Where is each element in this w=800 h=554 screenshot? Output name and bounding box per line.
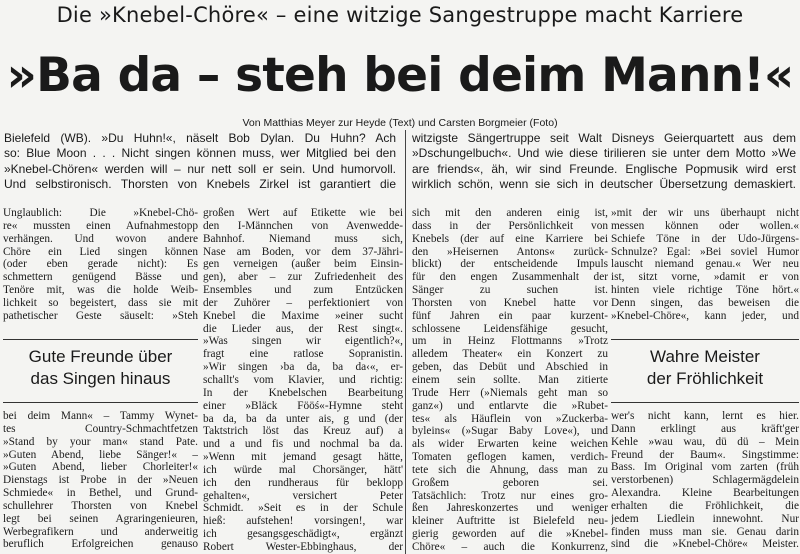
text-line: hieß: aufstehen! vorsingen!, war bbox=[203, 515, 403, 528]
column-1-bottom bbox=[3, 410, 198, 551]
text-line: re« mussten einen Aufnahmestopp bbox=[3, 219, 198, 232]
text-line: Werbegrafikern und anderweitig bbox=[3, 525, 198, 538]
text-line: sich mit den anderen einig ist, bbox=[412, 207, 608, 219]
text-line: schullehrer Thorsten von Knebel bbox=[3, 499, 198, 512]
text-line: blickt) der entscheidende Impuls bbox=[412, 258, 608, 271]
text-line: Trude Herr (»Niemals geht man so bbox=[412, 386, 608, 399]
text-line: schallt's vom Klavier, und richtig: bbox=[203, 373, 403, 386]
subhead-line: Gute Freunde über bbox=[28, 347, 173, 366]
text-line: kleiner Auftritte ist Bielefeld neu- bbox=[412, 515, 608, 528]
text-line: In der Knebelschen Bearbeitung bbox=[203, 386, 403, 399]
text-line: verstorbenen) Schlagermägdelein bbox=[611, 474, 799, 487]
lead-right bbox=[412, 131, 796, 192]
lead-line: »Dschungelbuch«. Und wie diese tirilieren sie unter dem Motto »We bbox=[412, 146, 796, 161]
column-1-top bbox=[3, 207, 198, 323]
text-line: und a und fis und nochmal ba da. bbox=[203, 438, 403, 451]
text-line: beruflich Erfolgreichen genauso bbox=[3, 538, 198, 551]
column-4-top bbox=[611, 207, 799, 323]
text-line: Robert Wester-Ebbinghaus, der bbox=[203, 540, 403, 553]
text-line: Chöre« – auch die Konkurrenz, bbox=[412, 540, 608, 553]
column-divider bbox=[405, 130, 406, 554]
text-line: »Wenn mit jemand gesagt hätte, bbox=[203, 451, 403, 464]
text-line: bei deim Mann« – Tammy Wynet- bbox=[3, 410, 198, 422]
text-line: sind die »Knebel-Chöre« Meister. bbox=[611, 538, 799, 551]
text-line: fragt eine ratlose Sopranistin. bbox=[203, 348, 403, 361]
text-line: erhalten die Fröhlichkeit, die bbox=[611, 499, 799, 512]
text-line: messen können oder wollen.« bbox=[611, 219, 799, 232]
text-line: ich würde mal Chorsänger, hätt' bbox=[203, 463, 403, 476]
text-line: gen), aber – zur Zufriedenheit des bbox=[203, 271, 403, 284]
text-line: hinten viele richtige Töne hört.« bbox=[611, 284, 799, 297]
text-line: tes« als Häuflein von »Zuckerba- bbox=[412, 412, 608, 425]
lead-line: wirklich schön, wenn sie sich in deutscher Übersetzung demaskiert. bbox=[412, 176, 796, 191]
text-line: »Guten Abend, liebe Sänger!« – bbox=[3, 448, 198, 461]
text-line: wer's nicht kann, lernt es hier. bbox=[611, 410, 799, 422]
text-line: Tenöre mit, was die holde Weib- bbox=[3, 284, 198, 297]
text-line: Denn singen, das beweisen die bbox=[611, 296, 799, 309]
text-line: lauscht niemand genau.« Wer neu bbox=[611, 258, 799, 271]
text-line: Dienstags ist Probe in der »Neuen bbox=[3, 474, 198, 487]
text-line: ba da, ba da unter ais, g und (der bbox=[203, 412, 403, 425]
column-2 bbox=[203, 207, 403, 554]
text-line: ist, sitzt vorne, »damit er von bbox=[611, 271, 799, 284]
text-line: Schiefe Töne in der Udo-Jürgens- bbox=[611, 232, 799, 245]
headline: »Ba da – steh bei deim Mann!« bbox=[6, 48, 794, 103]
text-line: »Guten Abend, lieber Chorleiter!« bbox=[3, 461, 198, 474]
lead-line: »Knebel-Chören« werden will – nur nett soll er sein. Und humorvoll. bbox=[4, 161, 396, 176]
text-line: finden muss man sie. Genau darin bbox=[611, 525, 799, 538]
text-line: lichkeit so begeistert, dass sie mit bbox=[3, 296, 198, 309]
text-line: gehalten«, versichert Peter bbox=[203, 489, 403, 502]
text-line: Alexandra. Kleine Bearbeitungen bbox=[611, 487, 799, 500]
text-line: Ensembles und zum Entzücken bbox=[203, 284, 403, 297]
subhead-left bbox=[3, 339, 198, 403]
text-line: Kehle »wau wau, dü dü – Mein bbox=[611, 435, 799, 448]
text-line: Bass. Im Original vom zarten (früh bbox=[611, 461, 799, 474]
subhead-line: das Singen hinaus bbox=[30, 369, 171, 388]
text-line: geben, das Debüt und Abschied in bbox=[412, 361, 608, 374]
text-line: Chöre ein Lied singen können bbox=[3, 245, 198, 258]
text-line: einem sein sollte. Man zitierte bbox=[412, 373, 608, 386]
text-line: »Stand by your man« stand Pate. bbox=[3, 435, 198, 448]
text-line: schlossene Leidensfähige gesucht, bbox=[412, 322, 608, 335]
text-line: großen Wert auf Etikette wie bei bbox=[203, 207, 403, 219]
byline: Von Matthias Meyer zur Heyde (Text) und Carsten Borgmeier (Foto) bbox=[242, 117, 558, 129]
text-line: einer »Bläck Fööś«-Hymne steht bbox=[203, 399, 403, 412]
text-line: jedem Liedlein innewohnt. Nur bbox=[611, 512, 799, 525]
lead-line: Und selbstironisch. Thorsten von Knebels Zirkel ist garantiert die bbox=[4, 176, 396, 191]
text-line: schmettern genügend Bässe und bbox=[3, 271, 198, 284]
text-line: »Was singen wir eigentlich?«, bbox=[203, 335, 403, 348]
text-line: ich gesangsgeschädigt«, ergänzt bbox=[203, 528, 403, 541]
text-line: Bahnhof. Niemand muss sich, bbox=[203, 232, 403, 245]
text-line: tes Country-Schmachtfetzen bbox=[3, 422, 198, 435]
text-line: gierig geworden auf die »Knebel- bbox=[412, 528, 608, 541]
text-line: tete sich die Ahnung, dass man zu bbox=[412, 463, 608, 476]
text-line: Großem geboren sei. bbox=[412, 476, 608, 489]
text-line: den I-Männchen von Avenwedde- bbox=[203, 219, 403, 232]
lead-line: witzigste Sängertruppe seit Walt Disneys Geierquartett aus dem bbox=[412, 131, 796, 145]
column-3 bbox=[412, 207, 608, 554]
text-line: »Wir singen ›ba da, ba da‹«, er- bbox=[203, 361, 403, 374]
text-line: den »Heisernen Antons« zurück- bbox=[412, 245, 608, 258]
subhead-right bbox=[611, 339, 799, 403]
text-line: Tatsächlich: Trotz nur eines gro- bbox=[412, 489, 608, 502]
text-line: Unglaublich: Die »Knebel-Chö- bbox=[3, 207, 198, 219]
text-line: »Knebel-Chöre«, kann jeder, und bbox=[611, 309, 799, 322]
text-line: legt bei seinen Agraringenieuren, bbox=[3, 512, 198, 525]
text-line: Tomaten geflogen kamen, verdich- bbox=[412, 451, 608, 464]
text-line: pathetischer Geste säuselt: »Steh bbox=[3, 309, 198, 322]
text-line: Schmidt. »Seit es in der Schule bbox=[203, 502, 403, 515]
text-line: ich den rundheraus für beklopp bbox=[203, 476, 403, 489]
text-line: für den engen Zusammenhalt der bbox=[412, 271, 608, 284]
text-line: Knebel die Maxime »einer sucht bbox=[203, 309, 403, 322]
text-line: ganz«) und entlarvte die »Rubet- bbox=[412, 399, 608, 412]
text-line: Freund der Baum«. Singstimme: bbox=[611, 448, 799, 461]
column-4-bottom bbox=[611, 410, 799, 551]
text-line: Dann erklingt aus kräft'ger bbox=[611, 422, 799, 435]
lead-line: so: Blue Moon . . . Nicht singen können muss, wer Mitglied bei den bbox=[4, 146, 396, 161]
text-line: dass in der Persönlichkeit von bbox=[412, 219, 608, 232]
text-line: (oder eben gerade nicht): Es bbox=[3, 258, 198, 271]
text-line: »mit der wir uns überhaupt nicht bbox=[611, 207, 799, 219]
text-line: verhängen. Und wovon andere bbox=[3, 232, 198, 245]
text-line: Nase am Boden, vor dem 37-Jähri- bbox=[203, 245, 403, 258]
text-line: Sänger zu suchen ist. bbox=[412, 284, 608, 297]
text-line: um in Heinz Flottmanns »Trotz bbox=[412, 335, 608, 348]
text-line: gen verneigen (außer beim Einsin- bbox=[203, 258, 403, 271]
text-line: als wider Erwarten keine weichen bbox=[412, 438, 608, 451]
text-line: Schnulze? Egal: »Bei soviel Humor bbox=[611, 245, 799, 258]
text-line: Thorsten von Knebel hatte vor bbox=[412, 296, 608, 309]
lead-left bbox=[4, 131, 396, 192]
text-line: der Zuhörer – perfektioniert von bbox=[203, 296, 403, 309]
text-line: Taktstrich löst das Kreuz auf) a bbox=[203, 425, 403, 438]
text-line: ßen Jahreskonzertes und weniger bbox=[412, 502, 608, 515]
text-line: Knebels (der auf eine Karriere bei bbox=[412, 232, 608, 245]
lead-line: Bielefeld (WB). »Du Huhn!«, näselt Bob Dylan. Du Huhn? Ach bbox=[4, 131, 396, 145]
subhead-line: Wahre Meister bbox=[650, 347, 760, 366]
text-line: Schmiede« in Bethel, und Grund- bbox=[3, 487, 198, 500]
subhead-line: der Fröhlichkeit bbox=[646, 369, 764, 388]
text-line: fünf Jahren ein paar kurzent- bbox=[412, 309, 608, 322]
text-line: alledem Theater« ein Konzert zu bbox=[412, 348, 608, 361]
lead-line: are friends«, äh, wir sind Freunde. Englische Popmusik wird erst bbox=[412, 161, 796, 176]
text-line: byleins« (»Sugar Baby Love«), und bbox=[412, 425, 608, 438]
kicker: Die »Knebel-Chöre« – eine witzige Sangestruppe macht Karriere bbox=[56, 3, 744, 27]
text-line: die Lieder aus, der Rest singt«. bbox=[203, 322, 403, 335]
